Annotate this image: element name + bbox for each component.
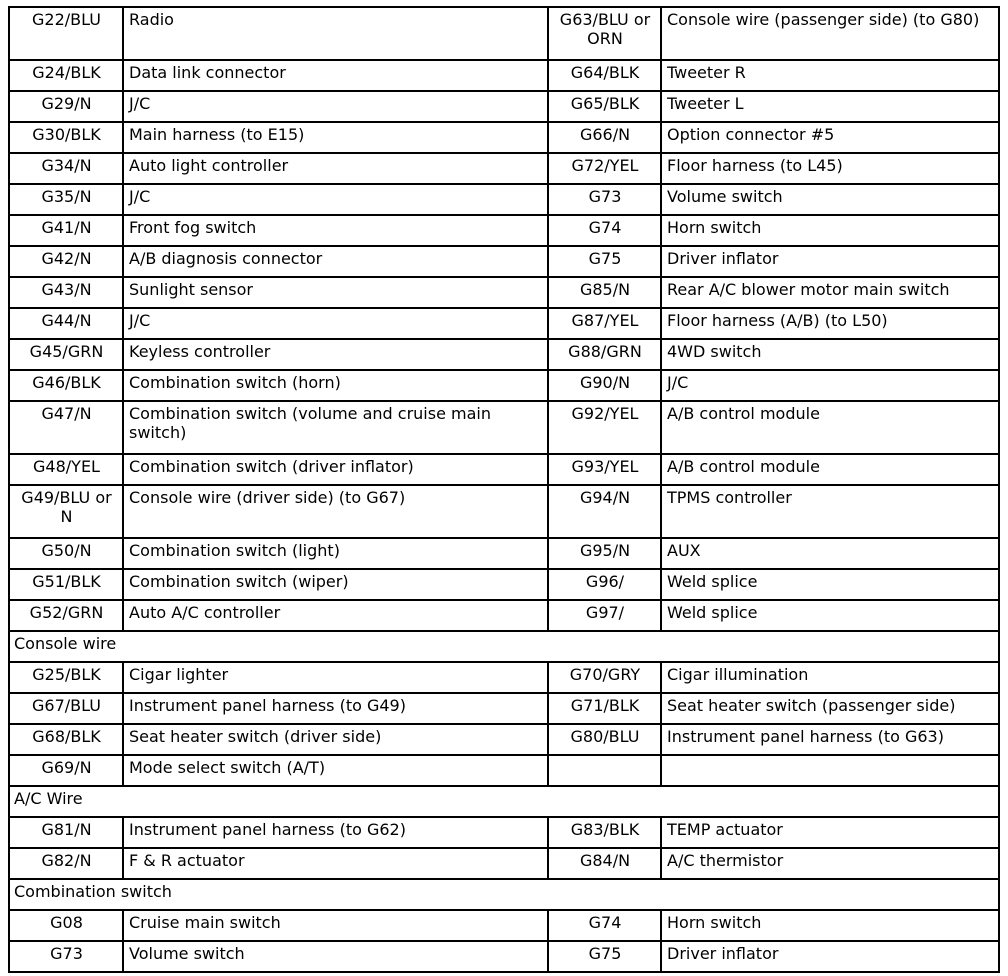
table-row bbox=[9, 910, 999, 941]
connector-description: Seat heater switch (driver side) bbox=[123, 724, 548, 755]
connector-description bbox=[661, 755, 999, 786]
connector-description: Instrument panel harness (to G62) bbox=[123, 817, 548, 848]
connector-code: G45/GRN bbox=[9, 339, 123, 370]
connector-code: G87/YEL bbox=[548, 308, 661, 339]
connector-code: G29/N bbox=[9, 91, 123, 122]
connector-code: G69/N bbox=[9, 755, 123, 786]
connector-code: G50/N bbox=[9, 538, 123, 569]
connector-code: G95/N bbox=[548, 538, 661, 569]
table-row bbox=[9, 60, 999, 91]
section-title: A/C Wire bbox=[9, 786, 999, 817]
connector-code: G67/BLU bbox=[9, 693, 123, 724]
table-row bbox=[9, 339, 999, 370]
connector-code: G48/YEL bbox=[9, 454, 123, 485]
table-row bbox=[9, 7, 999, 60]
table-row bbox=[9, 848, 999, 879]
connector-description: Seat heater switch (passenger side) bbox=[661, 693, 999, 724]
connector-code: G43/N bbox=[9, 277, 123, 308]
table-row bbox=[9, 277, 999, 308]
connector-description: J/C bbox=[123, 308, 548, 339]
section-header-row bbox=[9, 631, 999, 662]
section-header-row bbox=[9, 786, 999, 817]
connector-code: G63/BLU or ORN bbox=[548, 7, 661, 60]
connector-code: G74 bbox=[548, 215, 661, 246]
table-row bbox=[9, 600, 999, 631]
connector-description: Front fog switch bbox=[123, 215, 548, 246]
connector-description: Floor harness (to L45) bbox=[661, 153, 999, 184]
connector-description: Floor harness (A/B) (to L50) bbox=[661, 308, 999, 339]
connector-description: Driver inflator bbox=[661, 941, 999, 972]
connector-code: G68/BLK bbox=[9, 724, 123, 755]
connector-code bbox=[548, 755, 661, 786]
connector-description: J/C bbox=[123, 184, 548, 215]
connector-description: TPMS controller bbox=[661, 485, 999, 538]
connector-code: G93/YEL bbox=[548, 454, 661, 485]
connector-code: G51/BLK bbox=[9, 569, 123, 600]
table-row bbox=[9, 941, 999, 972]
table-row bbox=[9, 215, 999, 246]
connector-code: G72/YEL bbox=[548, 153, 661, 184]
connector-description: Horn switch bbox=[661, 910, 999, 941]
table-row bbox=[9, 569, 999, 600]
connector-table bbox=[8, 6, 1000, 973]
connector-description: A/B diagnosis connector bbox=[123, 246, 548, 277]
connector-code: G25/BLK bbox=[9, 662, 123, 693]
connector-description: AUX bbox=[661, 538, 999, 569]
connector-code: G83/BLK bbox=[548, 817, 661, 848]
table-row bbox=[9, 755, 999, 786]
connector-description: Cruise main switch bbox=[123, 910, 548, 941]
connector-code: G70/GRY bbox=[548, 662, 661, 693]
connector-code: G80/BLU bbox=[548, 724, 661, 755]
connector-description: J/C bbox=[123, 91, 548, 122]
connector-description: A/B control module bbox=[661, 454, 999, 485]
connector-description: Rear A/C blower motor main switch bbox=[661, 277, 999, 308]
connector-code: G97/ bbox=[548, 600, 661, 631]
connector-code: G73 bbox=[9, 941, 123, 972]
connector-description: Console wire (passenger side) (to G80) bbox=[661, 7, 999, 60]
connector-code: G42/N bbox=[9, 246, 123, 277]
connector-description: Sunlight sensor bbox=[123, 277, 548, 308]
connector-description: Combination switch (wiper) bbox=[123, 569, 548, 600]
section-header-row bbox=[9, 879, 999, 910]
connector-description: A/B control module bbox=[661, 401, 999, 454]
connector-description: Combination switch (light) bbox=[123, 538, 548, 569]
connector-description: Combination switch (horn) bbox=[123, 370, 548, 401]
connector-code: G46/BLK bbox=[9, 370, 123, 401]
connector-code: G96/ bbox=[548, 569, 661, 600]
table-row bbox=[9, 724, 999, 755]
table-row bbox=[9, 184, 999, 215]
connector-code: G30/BLK bbox=[9, 122, 123, 153]
table-row bbox=[9, 693, 999, 724]
connector-description: Auto A/C controller bbox=[123, 600, 548, 631]
connector-code: G34/N bbox=[9, 153, 123, 184]
connector-description: Weld splice bbox=[661, 569, 999, 600]
connector-code: G49/BLU or N bbox=[9, 485, 123, 538]
connector-description: Data link connector bbox=[123, 60, 548, 91]
connector-description: Mode select switch (A/T) bbox=[123, 755, 548, 786]
table-row bbox=[9, 370, 999, 401]
connector-code: G22/BLU bbox=[9, 7, 123, 60]
connector-table-body bbox=[9, 7, 999, 972]
connector-code: G65/BLK bbox=[548, 91, 661, 122]
connector-description: TEMP actuator bbox=[661, 817, 999, 848]
connector-description: Combination switch (driver inflator) bbox=[123, 454, 548, 485]
connector-description: J/C bbox=[661, 370, 999, 401]
connector-code: G81/N bbox=[9, 817, 123, 848]
table-row bbox=[9, 153, 999, 184]
table-row bbox=[9, 401, 999, 454]
connector-description: Tweeter R bbox=[661, 60, 999, 91]
connector-description: A/C thermistor bbox=[661, 848, 999, 879]
table-row bbox=[9, 817, 999, 848]
connector-description: Volume switch bbox=[123, 941, 548, 972]
section-title: Combination switch bbox=[9, 879, 999, 910]
table-row bbox=[9, 454, 999, 485]
connector-code: G73 bbox=[548, 184, 661, 215]
section-title: Console wire bbox=[9, 631, 999, 662]
connector-description: Auto light controller bbox=[123, 153, 548, 184]
connector-description: Main harness (to E15) bbox=[123, 122, 548, 153]
connector-description: Horn switch bbox=[661, 215, 999, 246]
connector-description: Cigar illumination bbox=[661, 662, 999, 693]
connector-code: G75 bbox=[548, 941, 661, 972]
connector-code: G41/N bbox=[9, 215, 123, 246]
connector-description: Tweeter L bbox=[661, 91, 999, 122]
connector-description: Cigar lighter bbox=[123, 662, 548, 693]
connector-description: Keyless controller bbox=[123, 339, 548, 370]
connector-description: Weld splice bbox=[661, 600, 999, 631]
table-row bbox=[9, 308, 999, 339]
connector-description: Radio bbox=[123, 7, 548, 60]
table-row bbox=[9, 485, 999, 538]
connector-description: Console wire (driver side) (to G67) bbox=[123, 485, 548, 538]
table-row bbox=[9, 91, 999, 122]
connector-code: G52/GRN bbox=[9, 600, 123, 631]
connector-description: Driver inflator bbox=[661, 246, 999, 277]
connector-code: G44/N bbox=[9, 308, 123, 339]
connector-description: F & R actuator bbox=[123, 848, 548, 879]
table-row bbox=[9, 122, 999, 153]
connector-code: G47/N bbox=[9, 401, 123, 454]
connector-code: G74 bbox=[548, 910, 661, 941]
connector-description: Volume switch bbox=[661, 184, 999, 215]
connector-description: Option connector #5 bbox=[661, 122, 999, 153]
connector-code: G94/N bbox=[548, 485, 661, 538]
connector-code: G92/YEL bbox=[548, 401, 661, 454]
table-row bbox=[9, 246, 999, 277]
connector-code: G82/N bbox=[9, 848, 123, 879]
connector-description: Instrument panel harness (to G63) bbox=[661, 724, 999, 755]
connector-code: G08 bbox=[9, 910, 123, 941]
connector-code: G88/GRN bbox=[548, 339, 661, 370]
connector-code: G35/N bbox=[9, 184, 123, 215]
connector-code: G90/N bbox=[548, 370, 661, 401]
connector-code: G84/N bbox=[548, 848, 661, 879]
table-row bbox=[9, 538, 999, 569]
connector-description: Combination switch (volume and cruise main switch) bbox=[123, 401, 548, 454]
connector-code: G85/N bbox=[548, 277, 661, 308]
connector-code: G64/BLK bbox=[548, 60, 661, 91]
connector-code: G66/N bbox=[548, 122, 661, 153]
table-row bbox=[9, 662, 999, 693]
connector-code: G75 bbox=[548, 246, 661, 277]
connector-code: G24/BLK bbox=[9, 60, 123, 91]
connector-description: Instrument panel harness (to G49) bbox=[123, 693, 548, 724]
connector-code: G71/BLK bbox=[548, 693, 661, 724]
connector-description: 4WD switch bbox=[661, 339, 999, 370]
